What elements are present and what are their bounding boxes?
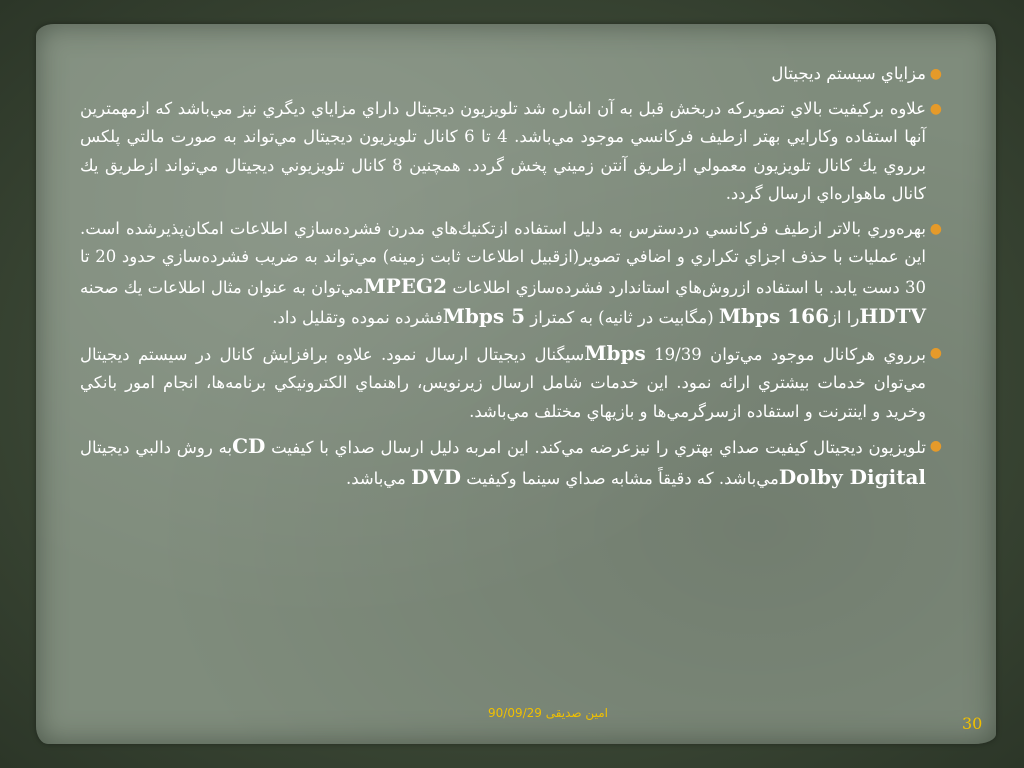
bullet-text: (مگابيت در ثانيه) به كمتراز [524,308,719,327]
term-166-mbps: 166 Mbps [718,304,829,328]
bullet-text: را از [829,308,860,327]
term-5-mbps: 5 Mbps [442,304,525,328]
term-hdtv: HDTV [859,304,926,328]
bullet-item-3 [80,215,942,333]
bullet-text: فشرده نموده وتقليل داد. [272,308,443,327]
term-cd: CD [232,434,266,458]
bullet-item-2 [80,95,942,209]
slide-content [80,60,942,620]
term-mpeg2: MPEG2 [363,273,448,298]
bullet-text: مي‌باشد. كه دقيقاً مشابه صداي سينما وكيفيت [461,468,779,488]
bullet-text: به روش دالبي ديجيتال [80,438,233,457]
bullet-text: مي‌باشد. [345,468,412,488]
bullet-text: سيگنال ديجيتال ارسال نمود. علاوه برافزايش كانال در سيستم ديجيتال مي‌توان خدمات بيشتري ارائه نمود. اين خدمات شامل ارسال زيرنويس، راهنماي الكترونيكي برنامه‌ها، انجام امور بانكي وخريد و اينترنت و استفاده ازسرگرمي‌ها و بازيهاي مختلف مي‌باشد. [80,344,926,421]
page-number: 30 [962,714,983,733]
bullet-text: برروي هركانال موجود مي‌توان 19/39 [645,344,926,364]
bullet-icon: ● [929,66,942,82]
term-mbps: Mbps [584,340,646,365]
bullet-icon: ● [929,100,942,117]
bullet-text: بهره‌وري بالاتر ازطيف فركانسي دردسترس به دليل استفاده ازتكنيك‌هاي مدرن فشرده‌سازي اطلاعات امكان‌پذيرشده است. اين عمليات با حذف اجزاي تكراري و اضافي تصوير(ازقبيل اطلاعات ثابت زمينه) مي‌تواند به ضريب فشرده‌سازي حدود 20 تا 30 دست يابد. با استفاده ازروش‌هاي استاندارد فشرده‌سازي اطلاعات [80,218,926,297]
bullet-icon: ● [929,438,942,454]
term-dvd: DVD [411,464,461,489]
bullet-text: مزاياي سيستم ديجيتال [771,64,926,83]
bullet-list [80,60,942,493]
term-dolby-digital: Dolby Digital [778,464,926,489]
bullet-text: علاوه بركيفيت بالاي تصويركه دربخش قبل به آن اشاره شد تلويزيون ديجيتال داراي مزاياي ديگري نيز مي‌باشد كه ازمهمترين آنها استفاده وكارايي بهتر ازطيف فركانسي موجود مي‌باشد. 4 تا 6 كانال تلويزيون ديجيتال مي‌تواند به صورت مالتي پلكس برروي يك كانال تلويزيون معمولي ازطريق آنتن زميني پخش گردد. همچنين 8 كانال تلويزيوني ديجيتال مي‌تواند ازطريق يك كانال ماهواره‌اي ارسال گردد. [80,98,927,203]
bullet-icon: ● [929,344,942,361]
bullet-item-4 [80,339,942,427]
bullet-item-5 [80,432,942,493]
bullet-icon: ● [929,220,942,237]
footer-date: امين صديقى 90/09/29 [488,706,608,720]
bullet-item-1 [80,60,942,89]
bullet-text: مي‌توان به عنوان مثال اطلاعات يك صحنه [80,277,364,297]
bullet-text: تلويزيون ديجيتال كيفيت صداي بهتري را نيزعرضه مي‌كند. اين امربه دليل ارسال صداي با كيفيت [265,438,926,457]
